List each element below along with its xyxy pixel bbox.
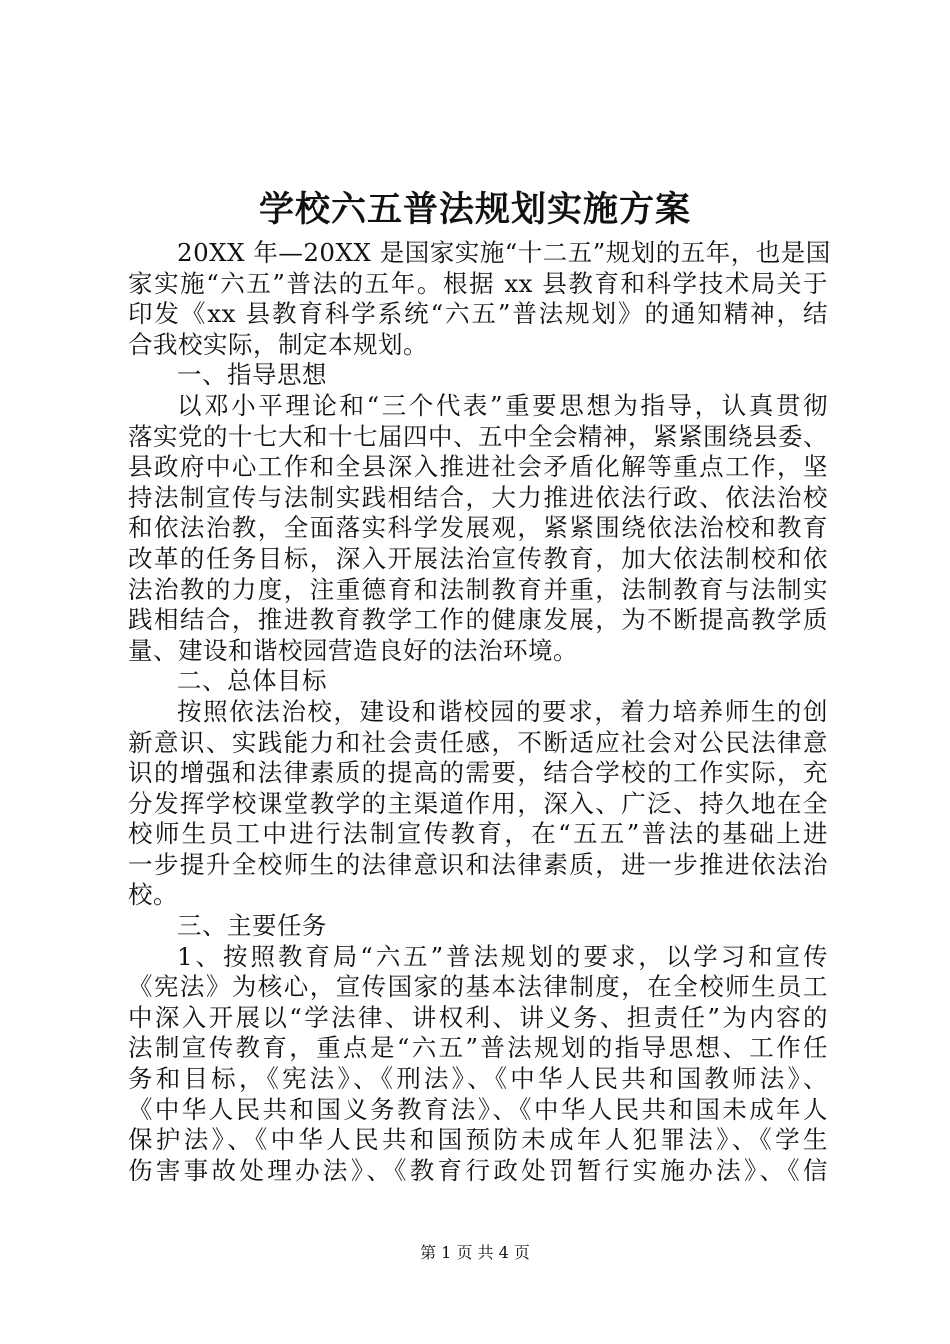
body-line: 新意识、实践能力和社会责任感，不断适应社会对公民法律意 [128,727,828,757]
body-line: 三、主要任务 [177,911,327,941]
body-line: 落实党的十七大和十七届四中、五中全会精神，紧紧围绕县委、 [128,421,828,451]
body-line: 务和目标，《宪法》、《刑法》、《中华人民共和国教师法》、 [128,1064,828,1094]
body-line: 中深入开展以“学法律、讲权利、讲义务、担责任”为内容的 [128,1002,828,1032]
document-body [128,238,831,1186]
body-line: 《宪法》为核心，宣传国家的基本法律制度，在全校师生员工 [128,972,828,1002]
body-line: 持法制宣传与法制实践相结合，大力推进依法行政、依法治校 [128,482,828,512]
body-line: 《中华人民共和国义务教育法》、《中华人民共和国未成年人 [128,1094,828,1124]
document-title: 学校六五普法规划实施方案 [258,189,691,230]
body-line: 保护法》、《中华人民共和国预防未成年人犯罪法》、《学生 [128,1125,828,1155]
body-line: 20XX 年—20XX 是国家实施“十二五”规划的五年，也是国 [177,238,831,267]
body-line: 校师生员工中进行法制宣传教育，在“五五”普法的基础上进 [128,819,828,849]
body-line: 法治教的力度，注重德育和法制教育并重，法制教育与法制实 [128,574,828,604]
body-line: 二、总体目标 [177,666,327,696]
body-line: 家实施“六五”普法的五年。根据 xx 县教育和科学技术局关于 [128,268,828,298]
body-line: 校。 [128,880,178,910]
body-line: 1、按照教育局“六五”普法规划的要求，以学习和宣传 [177,941,828,971]
body-line: 识的增强和法律素质的提高的需要，结合学校的工作实际，充 [128,758,828,788]
body-line: 按照依法治校，建设和谐校园的要求，着力培养师生的创 [177,696,828,726]
body-line: 践相结合，推进教育教学工作的健康发展，为不断提高教学质 [128,605,828,635]
body-line: 合我校实际，制定本规划。 [128,329,428,359]
body-line: 县政府中心工作和全县深入推进社会矛盾化解等重点工作，坚 [128,452,828,482]
body-line: 和依法治教，全面落实科学发展观，紧紧围绕依法治校和教育 [128,513,828,543]
body-line: 分发挥学校课堂教学的主渠道作用，深入、广泛、持久地在全 [128,788,828,818]
body-line: 一、指导思想 [177,360,327,390]
body-line: 法制宣传教育，重点是“六五”普法规划的指导思想、工作任 [128,1033,828,1063]
body-line: 一步提升全校师生的法律意识和法律素质，进一步推进依法治 [128,849,828,879]
page-footer: 第 1 页 共 4 页 [420,1243,530,1262]
body-line: 以邓小平理论和“三个代表”重要思想为指导，认真贯彻 [177,390,828,420]
body-line: 改革的任务目标，深入开展法治宣传教育，加大依法制校和依 [128,543,828,573]
body-line: 印发《xx 县教育科学系统“六五”普法规划》的通知精神，结 [128,299,828,329]
body-line: 伤害事故处理办法》、《教育行政处罚暂行实施办法》、《信 [128,1155,828,1185]
body-line: 量、建设和谐校园营造良好的法治环境。 [128,635,578,665]
